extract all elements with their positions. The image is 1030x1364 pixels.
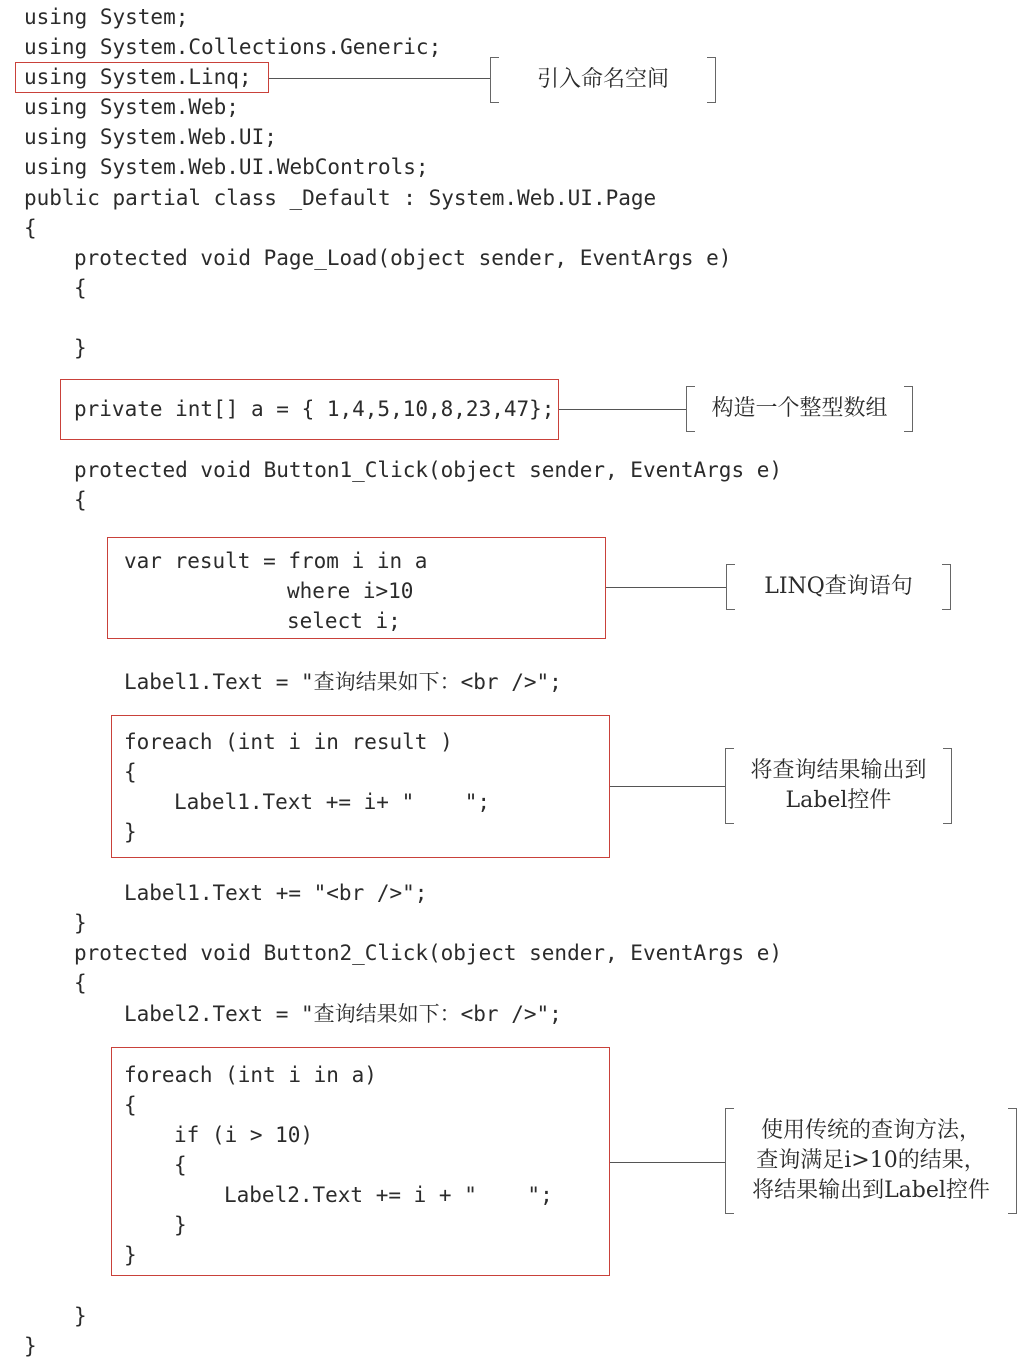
code-line-using-webcontrols: using System.Web.UI.WebControls; xyxy=(24,155,429,179)
callout-output xyxy=(725,748,952,824)
callout-output-text: 将查询结果输出到 Label控件 xyxy=(750,758,927,813)
callout-namespace-text: 引入命名空间 xyxy=(536,67,669,92)
code-line-brace: { xyxy=(124,760,137,784)
highlight-box-using-linq xyxy=(15,62,269,93)
code-line-label1-init: Label1.Text = "查询结果如下：<br />"; xyxy=(124,670,562,694)
code-line-label1-br: Label1.Text += "<br />"; xyxy=(124,881,428,905)
callout-array-text: 构造一个整型数组 xyxy=(711,396,888,421)
highlight-box-linq-query xyxy=(107,537,606,639)
code-line-brace: } xyxy=(174,1213,187,1237)
highlight-box-array xyxy=(60,379,559,440)
highlight-box-foreach-result xyxy=(111,715,610,858)
code-line-array-declaration: private int[] a = { 1,4,5,10,8,23,47}; xyxy=(74,397,555,421)
code-line-brace: } xyxy=(124,1243,137,1267)
connector-line xyxy=(610,1162,725,1163)
code-line-class-declaration: public partial class _Default : System.Web.UI.Page xyxy=(24,186,657,210)
code-line-using-web-ui: using System.Web.UI; xyxy=(24,125,277,149)
code-line-linq-where: where i>10 xyxy=(287,579,414,603)
connector-line xyxy=(606,587,726,588)
code-line-linq-from: var result = from i in a xyxy=(124,549,428,573)
code-line-brace: { xyxy=(74,276,87,300)
code-line-brace: } xyxy=(124,820,137,844)
code-line-brace: } xyxy=(74,1304,87,1328)
code-line-brace: { xyxy=(74,488,87,512)
code-line-button2-click: protected void Button2_Click(object sender, EventArgs e) xyxy=(74,941,783,965)
callout-traditional xyxy=(725,1108,1017,1214)
callout-namespace xyxy=(490,57,716,103)
code-line-linq-select: select i; xyxy=(287,609,401,633)
connector-line xyxy=(610,786,725,787)
code-line-using-linq: using System.Linq; xyxy=(24,65,252,89)
code-line-label1-append: Label1.Text += i+ " "; xyxy=(174,790,491,814)
connector-line xyxy=(559,409,686,410)
code-line-foreach-a: foreach (int i in a) xyxy=(124,1063,377,1087)
callout-linq-text: LINQ查询语句 xyxy=(764,574,913,599)
callout-array xyxy=(686,386,913,432)
code-line-brace: { xyxy=(124,1093,137,1117)
callout-traditional-text: 使用传统的查询方法， 查询满足i>10的结果， 将结果输出到Label控件 xyxy=(752,1118,990,1203)
highlight-box-foreach-a xyxy=(111,1047,610,1276)
code-line-button1-click: protected void Button1_Click(object sender, EventArgs e) xyxy=(74,458,783,482)
code-line-brace: } xyxy=(74,911,87,935)
code-line-using-collections: using System.Collections.Generic; xyxy=(24,35,442,59)
code-line-label2-init: Label2.Text = "查询结果如下：<br />"; xyxy=(124,1002,562,1026)
code-line-if-condition: if (i > 10) xyxy=(174,1123,314,1147)
callout-linq xyxy=(726,564,951,610)
code-line-brace: { xyxy=(74,971,87,995)
connector-line xyxy=(269,78,490,79)
code-line-page-load: protected void Page_Load(object sender, EventArgs e) xyxy=(74,246,732,270)
code-line-using-web: using System.Web; xyxy=(24,95,239,119)
code-line-using-system: using System; xyxy=(24,5,189,29)
code-line-brace: { xyxy=(174,1153,187,1177)
code-line-label2-append: Label2.Text += i + " "; xyxy=(224,1183,553,1207)
code-line-foreach-result: foreach (int i in result ) xyxy=(124,730,453,754)
code-line-brace: } xyxy=(24,1334,37,1358)
code-line-brace: } xyxy=(74,336,87,360)
code-line-brace: { xyxy=(24,216,37,240)
